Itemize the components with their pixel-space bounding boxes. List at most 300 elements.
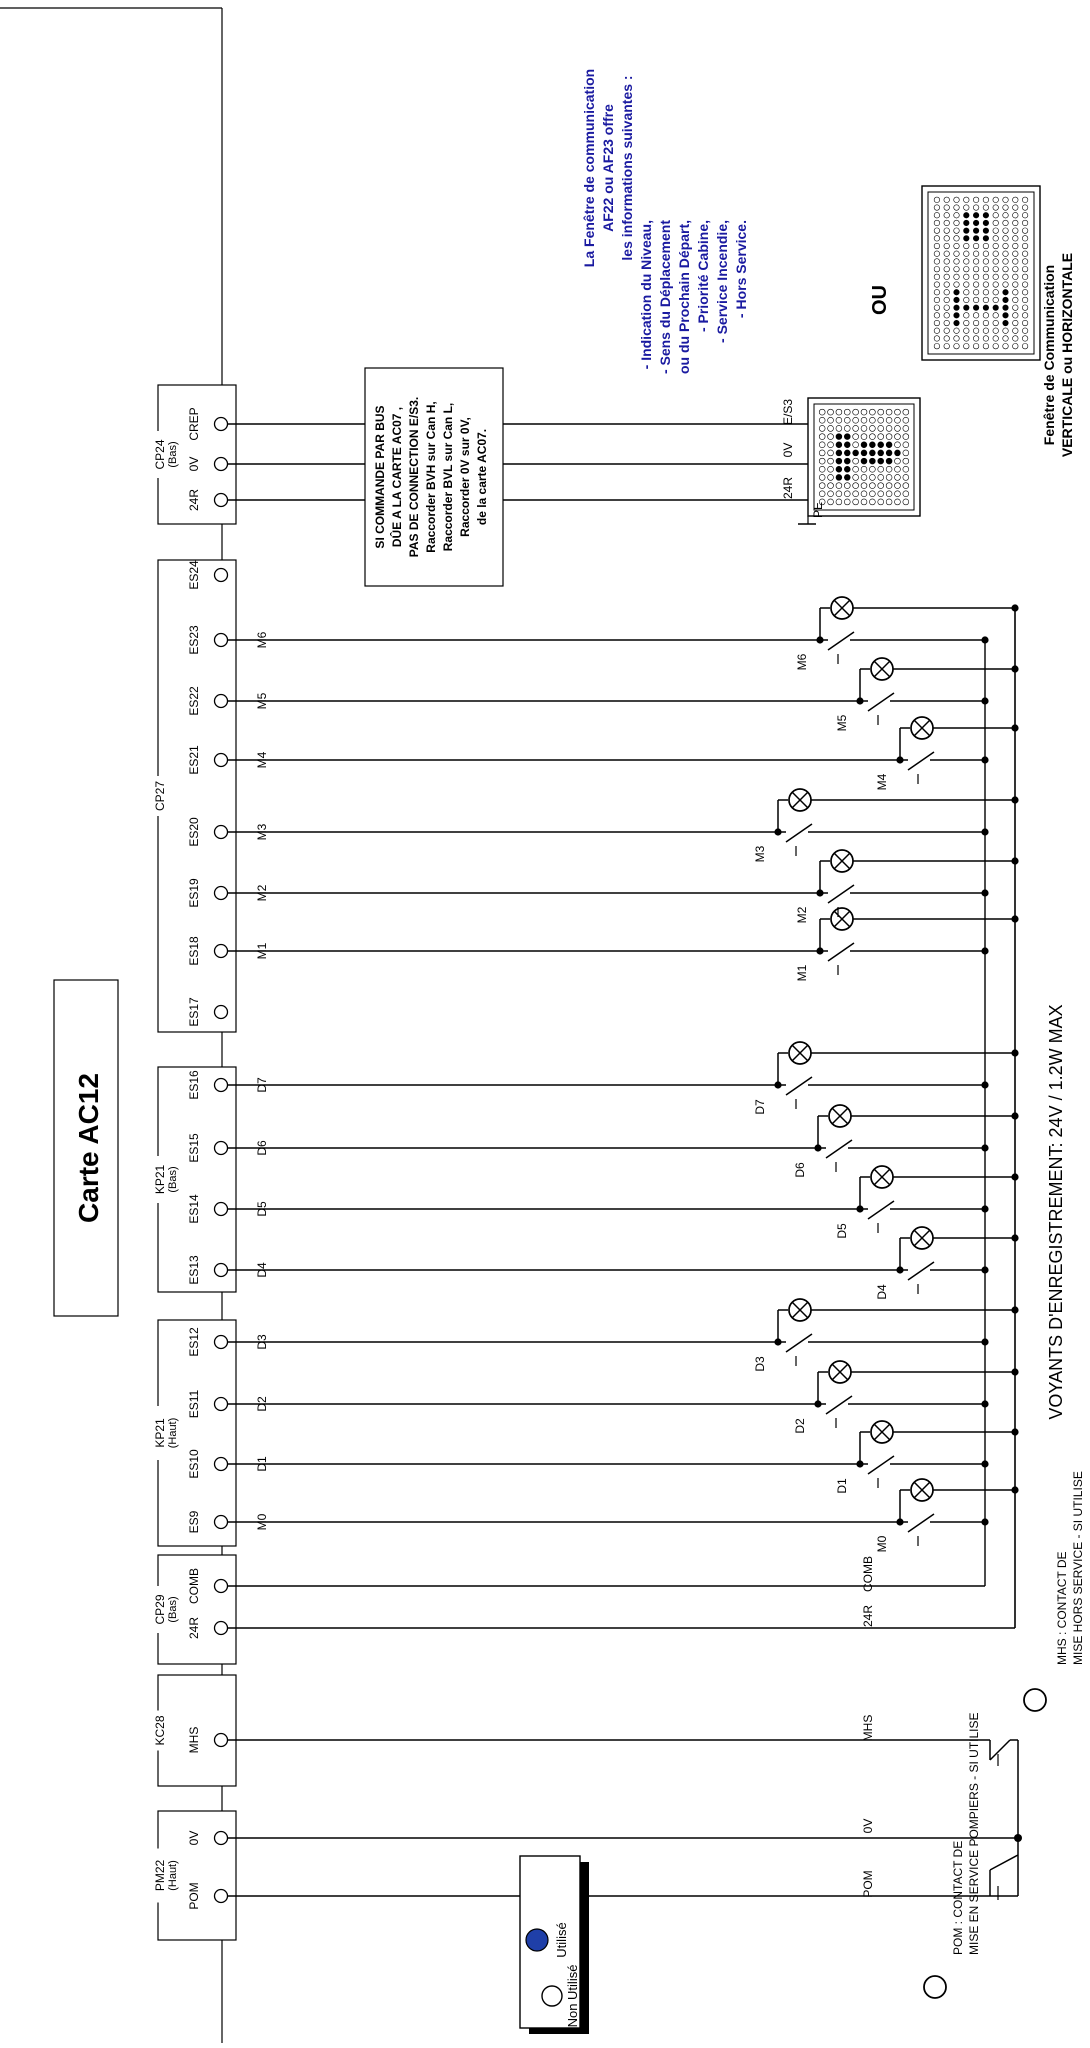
junction-dot (1011, 724, 1018, 731)
led-dot (844, 499, 850, 505)
led-dot (973, 313, 979, 319)
led-dot (886, 499, 892, 505)
terminal-label-es14: ES14 (187, 1194, 201, 1224)
connector-pm22 (150, 1811, 236, 1940)
info-line: - Sens du Déplacement (657, 220, 673, 375)
signal-label: D6 (255, 1140, 269, 1156)
led-dot (895, 491, 901, 497)
bus-note-line: Raccorder BVH sur Can H, (424, 401, 438, 553)
led-dot (944, 282, 950, 288)
terminal-screw (215, 1006, 228, 1019)
led-dot (844, 409, 850, 415)
led-dot (819, 474, 825, 480)
led-dot (993, 266, 999, 272)
led-dot (1003, 243, 1009, 249)
led-dot (828, 425, 834, 431)
led-dot (993, 282, 999, 288)
terminal-label-es23: ES23 (187, 625, 201, 655)
led-dot (1003, 212, 1009, 218)
led-dot (934, 282, 940, 288)
connector-name: CP24 (153, 439, 167, 470)
footnote-mhs-2: MISE HORS SERVICE - SI UTILISE (1071, 1471, 1085, 1665)
junction-dot (981, 1144, 988, 1151)
junction-dot (1011, 1173, 1018, 1180)
voyant-m6 (228, 597, 1019, 670)
led-dot (934, 305, 940, 311)
led-dot (944, 259, 950, 265)
led-dot (954, 205, 960, 211)
led-dot (836, 491, 842, 497)
led-dot (886, 466, 892, 472)
led-dot (853, 450, 859, 456)
junction-dot (981, 636, 988, 643)
led-dot (828, 499, 834, 505)
led-dot (886, 442, 892, 448)
led-dot (895, 425, 901, 431)
contact-blade (908, 752, 934, 770)
led-dot (1013, 343, 1019, 349)
led-dot (1022, 228, 1028, 234)
led-dot (944, 320, 950, 326)
contact-label: M0 (875, 1535, 889, 1553)
led-dot (964, 251, 970, 257)
led-dot (1013, 212, 1019, 218)
terminal-screw (215, 1142, 228, 1155)
signal-label: D1 (255, 1456, 269, 1472)
contact-label: D7 (753, 1099, 767, 1115)
led-dot (861, 417, 867, 423)
led-dot (1003, 305, 1009, 311)
terminal-label-es16: ES16 (187, 1070, 201, 1100)
terminal-label-0v: 0V (187, 1830, 201, 1846)
contact-blade (826, 1396, 852, 1414)
led-dot (944, 251, 950, 257)
led-dot (954, 220, 960, 226)
led-dot (973, 320, 979, 326)
led-dot (903, 409, 909, 415)
led-dot (954, 328, 960, 334)
led-dot (954, 336, 960, 342)
junction-dot (981, 947, 988, 954)
contact-label: D4 (875, 1284, 889, 1300)
led-dot (944, 336, 950, 342)
led-dot (964, 228, 970, 234)
contact-blade (826, 1140, 852, 1158)
connector-name: CP27 (153, 780, 167, 812)
led-dot (895, 434, 901, 440)
led-dot (954, 197, 960, 203)
led-dot (973, 328, 979, 334)
terminal-screw (215, 945, 228, 958)
led-dot (954, 297, 960, 303)
led-dot (993, 305, 999, 311)
led-dot (828, 409, 834, 415)
terminal-label-es22: ES22 (187, 686, 201, 716)
led-dot (844, 425, 850, 431)
led-dot (836, 450, 842, 456)
led-dot (1013, 266, 1019, 272)
led-dot (844, 417, 850, 423)
led-dot (844, 458, 850, 464)
led-dot (844, 434, 850, 440)
bus-note-line: PAS DE CONNECTION E/S3. (407, 396, 421, 558)
contact-blade (828, 885, 854, 903)
led-dot (1022, 282, 1028, 288)
connector-kc28 (150, 1675, 236, 1786)
led-dot (983, 328, 989, 334)
terminal-screw (215, 1264, 228, 1277)
led-dot (1022, 251, 1028, 257)
voyant-d4 (228, 1227, 1019, 1300)
led-dot (934, 343, 940, 349)
led-dot (973, 259, 979, 265)
led-dot (903, 491, 909, 497)
signal-label: M6 (255, 631, 269, 649)
led-dot (983, 305, 989, 311)
led-dot (993, 289, 999, 295)
voyant-d5 (228, 1166, 1019, 1239)
led-dot (1003, 251, 1009, 257)
legend-used-label: Utilisé (554, 1922, 569, 1958)
led-dot (895, 450, 901, 456)
led-dot (983, 313, 989, 319)
led-dot (964, 259, 970, 265)
connector-position: (Haut) (167, 1860, 179, 1891)
wire-label: MHS (861, 1714, 875, 1742)
led-dot (836, 499, 842, 505)
led-dot (1003, 282, 1009, 288)
contact-label: M3 (753, 845, 767, 863)
led-dot (1022, 305, 1028, 311)
led-dot (1022, 266, 1028, 272)
led-dot (944, 220, 950, 226)
led-dot (954, 228, 960, 234)
led-dot (964, 289, 970, 295)
info-line: AF22 ou AF23 offre (600, 104, 616, 232)
info-line: - Service Incendie, (714, 220, 730, 343)
led-dot (983, 259, 989, 265)
led-dot (886, 434, 892, 440)
voyant-m5 (228, 658, 1019, 731)
led-dot (1003, 336, 1009, 342)
led-dot (828, 442, 834, 448)
wire-label: 0V (861, 1818, 875, 1834)
led-dot (954, 251, 960, 257)
signal-label: M3 (255, 823, 269, 841)
led-dot (954, 343, 960, 349)
switch-mhs-blade (990, 1740, 1010, 1760)
terminal-screw (215, 1203, 228, 1216)
signal-label: D5 (255, 1201, 269, 1217)
led-dot (819, 442, 825, 448)
led-dot (973, 243, 979, 249)
led-dot (853, 425, 859, 431)
led-dot (973, 266, 979, 272)
junction-dot (981, 1400, 988, 1407)
bus-note-line: DÛE A LA CARTE AC07 , (390, 406, 404, 548)
wire-label: PE (811, 501, 825, 519)
led-dot (878, 474, 884, 480)
voyant-m1 (228, 908, 1019, 981)
led-dot (934, 236, 940, 242)
led-dot (983, 274, 989, 280)
led-dot (993, 212, 999, 218)
led-dot (1022, 328, 1028, 334)
fenetre-caption: Fenêtre de Communication (1041, 264, 1057, 446)
led-dot (944, 274, 950, 280)
connector-position: (Bas) (167, 441, 179, 468)
voyants-caption: VOYANTS D'ENREGISTREMENT: 24V / 1.2W MAX (1046, 1004, 1066, 1420)
led-dot (828, 491, 834, 497)
led-dot (944, 343, 950, 349)
led-dot (983, 343, 989, 349)
led-dot (973, 343, 979, 349)
junction-dot (981, 889, 988, 896)
led-dot (853, 474, 859, 480)
led-dot (1013, 328, 1019, 334)
signal-label: M2 (255, 884, 269, 902)
terminal-label-es12: ES12 (187, 1327, 201, 1357)
led-dot (853, 458, 859, 464)
led-dot (869, 466, 875, 472)
led-dot (1013, 282, 1019, 288)
led-dot (869, 474, 875, 480)
info-line: - Indication du Niveau, (638, 220, 654, 370)
junction-dot (1011, 857, 1018, 864)
led-dot (1003, 313, 1009, 319)
led-dot (903, 417, 909, 423)
led-dot (844, 442, 850, 448)
led-dot (1003, 328, 1009, 334)
led-dot (1013, 259, 1019, 265)
led-dot (993, 313, 999, 319)
led-dot (1022, 243, 1028, 249)
terminal-label-es15: ES15 (187, 1133, 201, 1163)
led-dot (1022, 289, 1028, 295)
led-dot (1022, 274, 1028, 280)
connector-name: PM22 (153, 1859, 167, 1892)
junction-dot (1011, 1368, 1018, 1375)
led-dot (861, 450, 867, 456)
led-dot (934, 228, 940, 234)
display-vertical (922, 186, 1040, 360)
led-dot (954, 274, 960, 280)
led-dot (886, 409, 892, 415)
led-dot (1013, 251, 1019, 257)
led-dot (1003, 236, 1009, 242)
led-dot (983, 205, 989, 211)
led-dot (886, 474, 892, 480)
footnote-mhs-icon (1024, 1689, 1046, 1711)
contact-blade (868, 693, 894, 711)
contact-label: M6 (795, 653, 809, 671)
terminal-label-es18: ES18 (187, 936, 201, 966)
led-dot (861, 442, 867, 448)
contact-label: M2 (795, 906, 809, 924)
led-dot (1022, 220, 1028, 226)
led-dot (954, 259, 960, 265)
led-dot (869, 450, 875, 456)
led-dot (1003, 266, 1009, 272)
led-dot (844, 450, 850, 456)
terminal-label-pom: POM (187, 1882, 201, 1910)
contact-blade (786, 824, 812, 842)
connector-position: (Bas) (167, 1596, 179, 1623)
led-dot (819, 458, 825, 464)
junction-dot (1011, 915, 1018, 922)
terminal-screw (215, 494, 228, 507)
led-dot (819, 434, 825, 440)
terminal-screw (215, 1516, 228, 1529)
junction-dot (1014, 1834, 1022, 1842)
led-dot (973, 236, 979, 242)
junction-dot (1011, 1428, 1018, 1435)
led-dot (1013, 228, 1019, 234)
signal-label: M0 (255, 1513, 269, 1531)
led-dot (886, 425, 892, 431)
led-dot (944, 266, 950, 272)
led-dot (853, 409, 859, 415)
led-dot (1022, 336, 1028, 342)
wire-label: 24R (781, 476, 795, 500)
junction-dot (981, 1081, 988, 1088)
led-dot (973, 205, 979, 211)
voyant-d7 (228, 1042, 1019, 1115)
led-dot (836, 474, 842, 480)
led-dot (993, 220, 999, 226)
terminal-label-mhs: MHS (187, 1726, 201, 1754)
info-line: La Fenêtre de communication (581, 68, 597, 268)
wire-label: 24R (861, 1604, 875, 1628)
led-dot (944, 328, 950, 334)
led-dot (836, 409, 842, 415)
junction-dot (981, 1205, 988, 1212)
connector-kp21 (150, 1067, 236, 1292)
led-dot (993, 336, 999, 342)
led-dot (895, 442, 901, 448)
led-dot (819, 491, 825, 497)
voyant-d2 (228, 1361, 1019, 1434)
led-dot (878, 409, 884, 415)
led-dot (993, 297, 999, 303)
led-dot (954, 320, 960, 326)
led-dot (886, 450, 892, 456)
terminal-screw (215, 569, 228, 582)
led-dot (844, 483, 850, 489)
terminal-label-es24: ES24 (187, 560, 201, 590)
led-dot (828, 458, 834, 464)
led-dot (1022, 197, 1028, 203)
contact-blade (828, 943, 854, 961)
led-dot (983, 266, 989, 272)
junction-dot (1011, 796, 1018, 803)
led-dot (828, 434, 834, 440)
led-dot (819, 409, 825, 415)
led-dot (869, 458, 875, 464)
led-dot (836, 483, 842, 489)
junction-dot (1011, 665, 1018, 672)
led-dot (944, 228, 950, 234)
led-dot (853, 466, 859, 472)
led-dot (934, 205, 940, 211)
terminal-screw (215, 634, 228, 647)
footnote-mhs: MHS : CONTACT DE (1055, 1551, 1069, 1665)
junction-dot (981, 697, 988, 704)
led-dot (964, 205, 970, 211)
junction-dot (1011, 1234, 1018, 1241)
signal-label: D2 (255, 1396, 269, 1412)
led-dot (844, 491, 850, 497)
led-dot (1003, 205, 1009, 211)
connector-name: KP21 (153, 1418, 167, 1448)
led-dot (993, 243, 999, 249)
led-dot (934, 251, 940, 257)
led-dot (983, 297, 989, 303)
led-dot (934, 243, 940, 249)
led-dot (1022, 259, 1028, 265)
info-line: - Priorité Cabine, (695, 220, 711, 333)
led-dot (944, 205, 950, 211)
led-dot (973, 297, 979, 303)
contact-blade (868, 1201, 894, 1219)
terminal-screw (215, 1398, 228, 1411)
led-dot (895, 466, 901, 472)
led-dot (954, 243, 960, 249)
led-dot (973, 251, 979, 257)
bus-note-line: SI COMMANDE PAR BUS (373, 405, 387, 549)
led-dot (934, 336, 940, 342)
led-dot (964, 212, 970, 218)
led-dot (828, 483, 834, 489)
led-dot (964, 220, 970, 226)
led-dot (869, 491, 875, 497)
terminal-screw (215, 1622, 228, 1635)
led-dot (944, 243, 950, 249)
wire-label: COMB (861, 1556, 875, 1592)
led-dot (844, 466, 850, 472)
contact-label: D2 (793, 1418, 807, 1434)
led-dot (1022, 236, 1028, 242)
signal-label: D7 (255, 1077, 269, 1093)
led-dot (973, 220, 979, 226)
led-dot (878, 466, 884, 472)
led-dot (1022, 343, 1028, 349)
led-dot (886, 458, 892, 464)
led-dot (1013, 305, 1019, 311)
terminal-screw (215, 1890, 228, 1903)
led-dot (954, 289, 960, 295)
led-dot (983, 228, 989, 234)
junction-dot (981, 1266, 988, 1273)
led-dot (878, 425, 884, 431)
led-dot (1022, 205, 1028, 211)
led-dot (853, 491, 859, 497)
connector-name: CP29 (153, 1594, 167, 1625)
junction-dot (1011, 1486, 1018, 1493)
led-dot (861, 458, 867, 464)
led-dot (964, 243, 970, 249)
led-dot (903, 499, 909, 505)
led-dot (964, 336, 970, 342)
junction-dot (1011, 1306, 1018, 1313)
terminal-label-comb: COMB (187, 1568, 201, 1604)
led-dot (1013, 297, 1019, 303)
junction-dot (981, 1518, 988, 1525)
led-dot (1003, 297, 1009, 303)
led-dot (993, 236, 999, 242)
legend-unused-label: Non Utilisé (565, 1964, 580, 2028)
led-dot (819, 450, 825, 456)
